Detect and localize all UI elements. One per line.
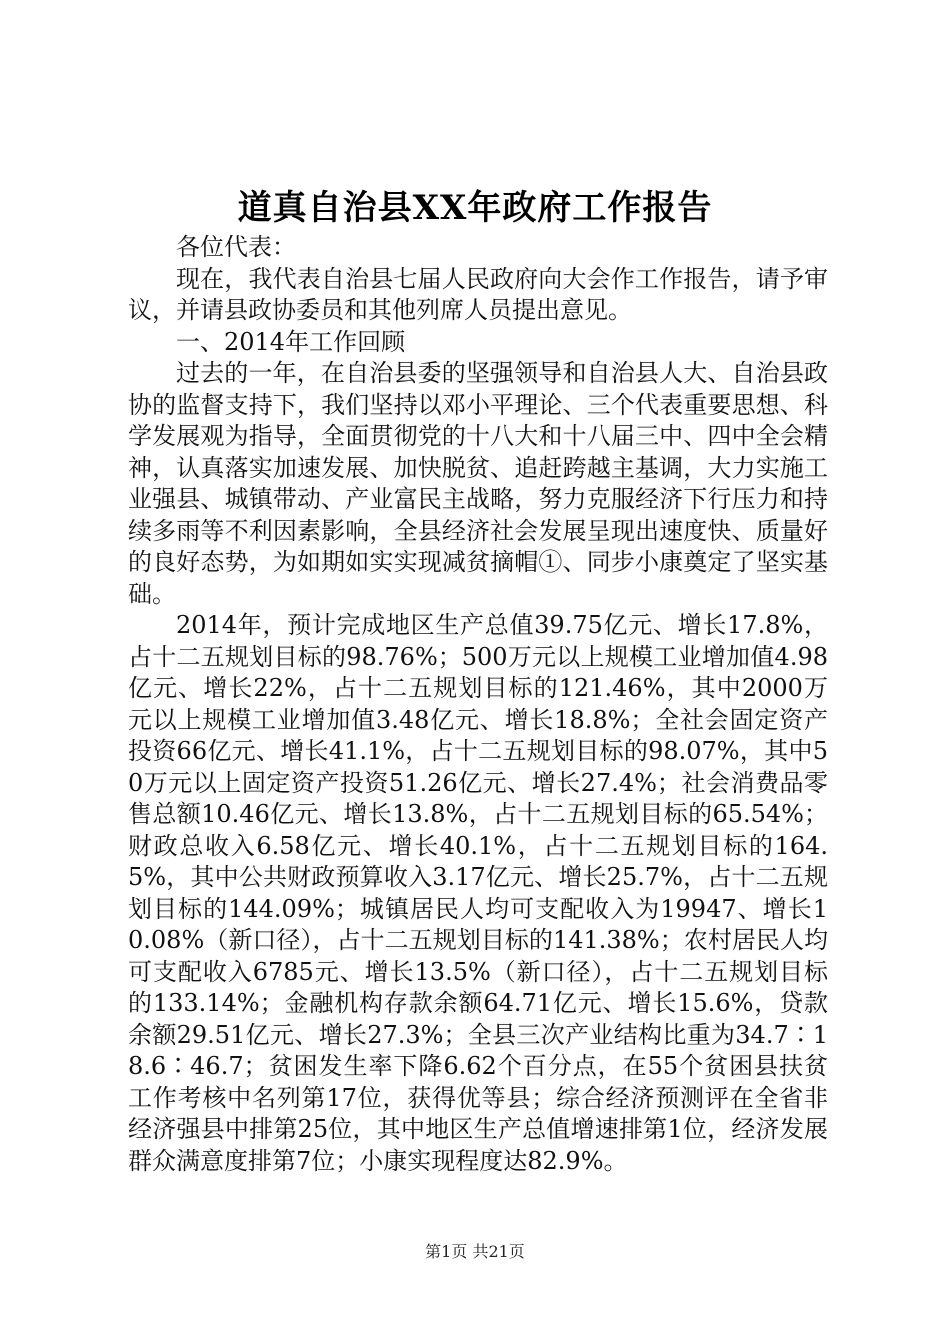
section-heading: 一、2014年工作回顾	[176, 327, 406, 356]
page-number-footer: 第1页 共21页	[425, 1242, 525, 1261]
document-body	[128, 232, 828, 1177]
salutation-paragraph: 各位代表：	[176, 233, 296, 261]
statistics-paragraph: 2014年，预计完成地区生产总值39.75亿元、增长17.8%，占十二五规划目标的98.76%；500万元以上规模工业增加值4.98亿元、增长22%，占十二五规划目标的121.46%，其中2000万元以上规模工业增加值3.48亿元、增长18.8%；全社会固定资产投资66亿元、增长41.1%，占十二五规划目标的98.07%，其中50万元以上固定资产投资51.26亿元、增长27.4%；社会消费品零售总额10.46亿元、增长13.8%，占十二五规划目标的65.54%；财政总收入6.58亿元、增长40.1%，占十二五规划目标的164.5%，其中公共财政预算收入3.17亿元、增长25.7%，占十二五规划目标的144.09%；城镇居民人均可支配收入为19947、增长10.08%（新口径），占十二五规划目标的141.38%；农村居民人均可支配收入6785元、增长13.5%（新口径），占十二五规划目标的133.14%；金融机构存款余额64.71亿元、增长15.6%，贷款余额29.51亿元、增长27.3%；全县三次产业结构比重为34.7∶18.6∶46.7；贫困发生率下降6.62个百分点，在55个贫困县扶贫工作考核中名列第17位，获得优等县；综合经济预测评在全省非经济强县中排第25位，其中地区生产总值增速排第1位，经济发展群众满意度排第7位；小康实现程度达82.9%。	[128, 611, 828, 1175]
opening-paragraph: 现在，我代表自治县七届人民政府向大会作工作报告，请予审议，并请县政协委员和其他列席人员提出意见。	[128, 264, 828, 324]
review-paragraph: 过去的一年，在自治县委的坚强领导和自治县人大、自治县政协的监督支持下，我们坚持以邓小平理论、三个代表重要思想、科学发展观为指导，全面贯彻党的十八大和十八届三中、四中全会精神，认真落实加速发展、加快脱贫、追赶跨越主基调，大力实施工业强县、城镇带动、产业富民主战略，努力克服经济下行压力和持续多雨等不利因素影响，全县经济社会发展呈现出速度快、质量好的良好态势，为如期如实实现减贫摘帽①、同步小康奠定了坚实基础。	[128, 359, 828, 608]
document-title: 道真自治县XX年政府工作报告	[237, 188, 713, 228]
